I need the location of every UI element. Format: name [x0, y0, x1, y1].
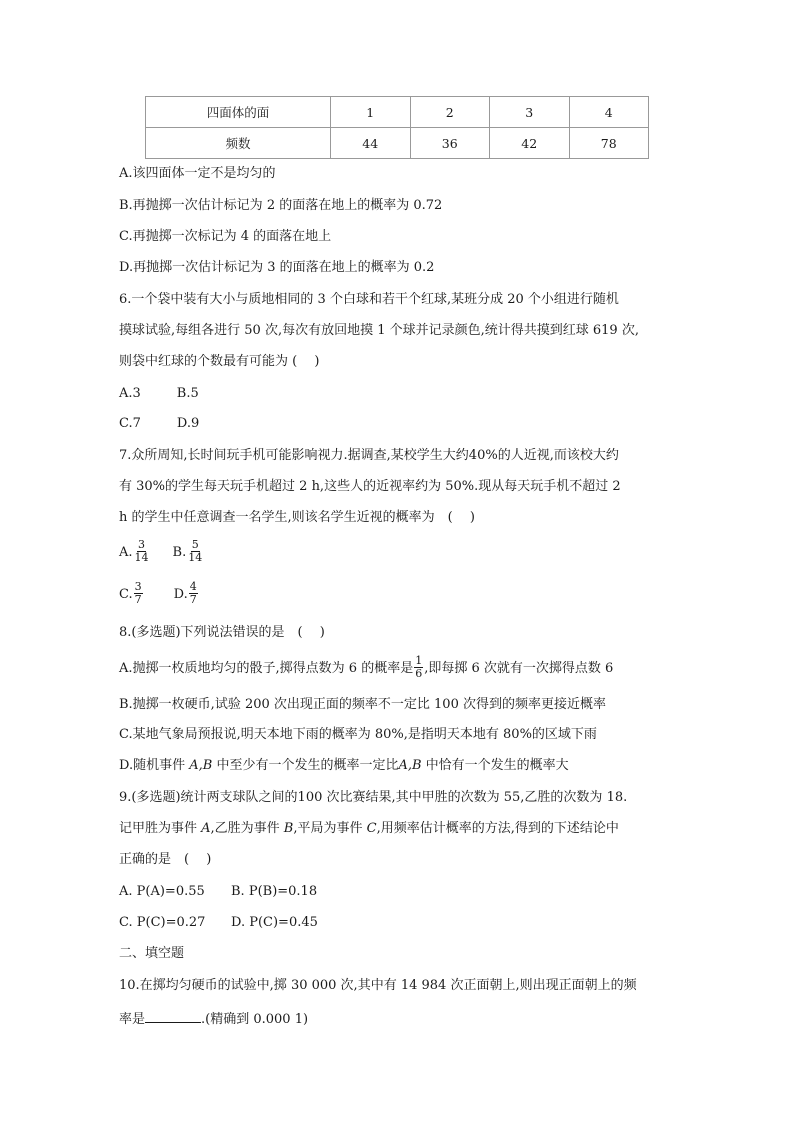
q6-option-b: B.5	[176, 386, 199, 401]
q9-options-row1	[119, 883, 317, 901]
numerator: 3	[134, 580, 142, 593]
q10-stem-line1: 10.在掷均匀硬币的试验中,掷 30 000 次,其中有 14 984 次正面朝上,则出现正面朝上的频	[119, 978, 637, 993]
q7-stem-line2: 有 30%的学生每天玩手机超过 2 h,这些人的近视率约为 50%.现从每天玩手机不超过 2	[119, 479, 621, 494]
fraction	[414, 655, 423, 680]
answer-blank[interactable]	[145, 1008, 201, 1023]
q7-options-row2	[119, 582, 199, 607]
stem-text: 记甲胜为事件	[119, 821, 202, 836]
q9-option-b: B. P(B)=0.18	[231, 884, 318, 899]
stem-text: ,平局为事件	[293, 821, 367, 836]
stem-text: 率是	[119, 1012, 146, 1027]
fraction	[134, 539, 150, 564]
section-heading: 二、填空题	[119, 946, 185, 961]
q5-option-d: D.再抛掷一次估计标记为 3 的面落在地上的概率为 0.2	[119, 260, 435, 275]
q9-option-d: D. P(C)=0.45	[231, 915, 318, 930]
denominator: 14	[188, 551, 203, 564]
q8-option-b: B.抛掷一枚硬币,试验 200 次出现正面的频率不一定比 100 次得到的频率更接近概率	[119, 697, 606, 712]
q9-option-a: A. P(A)=0.55	[119, 884, 205, 899]
variable: B	[283, 821, 294, 836]
q5-option-c: C.再抛掷一次标记为 4 的面落在地上	[119, 229, 332, 244]
table-cell: 频数	[146, 128, 331, 159]
q6-option-c: C.7	[119, 416, 141, 431]
q7-stem-line3: h 的学生中任意调查一名学生,则该名学生近视的概率为 ( )	[119, 510, 475, 525]
variable: A,B	[189, 758, 213, 773]
option-label: B.	[172, 545, 187, 560]
q10-stem-line2	[119, 1008, 308, 1029]
option-text: D.随机事件	[119, 758, 190, 773]
stem-text: ,用频率估计概率的方法,得到的下述结论中	[376, 821, 619, 836]
table-cell: 3	[490, 97, 570, 128]
q7-option-d	[173, 580, 199, 606]
denominator: 7	[189, 593, 197, 606]
table-cell: 四面体的面	[146, 97, 331, 128]
numerator: 4	[189, 580, 197, 593]
stem-text: ,乙胜为事件	[210, 821, 284, 836]
numerator: 3	[138, 538, 146, 551]
q9-stem-line3: 正确的是 ( )	[119, 852, 212, 867]
table-row	[146, 97, 649, 128]
option-text: 中至少有一个发生的概率一定比	[212, 758, 399, 773]
table-cell: 2	[410, 97, 490, 128]
q9-stem-line1: 9.(多选题)统计两支球队之间的100 次比赛结果,其中甲胜的次数为 55,乙胜的次数为 18.	[119, 790, 628, 805]
q7-option-c	[119, 580, 144, 606]
q8-option-c: C.某地气象局预报说,明天本地下雨的概率为 80%,是指明天本地有 80%的区域下雨	[119, 727, 597, 742]
q9-options-row2	[119, 914, 318, 932]
q7-option-a	[119, 538, 151, 564]
frequency-table	[145, 96, 649, 159]
variable: A	[201, 821, 211, 836]
table-cell: 78	[569, 128, 649, 159]
option-label: C.	[119, 587, 133, 602]
fraction	[134, 581, 143, 606]
option-text: ,即每掷 6 次就有一次掷得点数 6	[424, 661, 614, 676]
q6-option-d: D.9	[176, 416, 200, 431]
denominator: 6	[415, 667, 423, 680]
table-row	[146, 128, 649, 159]
option-label: A.	[119, 545, 133, 560]
option-text: 中恰有一个发生的概率大	[421, 758, 569, 773]
q5-option-a: A.该四面体一定不是均匀的	[119, 166, 276, 181]
q6-stem-line1: 6.一个袋中装有大小与质地相同的 3 个白球和若干个红球,某班分成 20 个小组进行随机	[119, 292, 619, 307]
numerator: 1	[415, 654, 423, 667]
denominator: 14	[134, 551, 149, 564]
fraction	[189, 581, 198, 606]
q9-stem-line2	[119, 820, 619, 838]
q8-stem: 8.(多选题)下列说法错误的是 ( )	[119, 625, 325, 640]
table-cell: 42	[490, 128, 570, 159]
q6-options-row2	[119, 415, 199, 433]
q8-option-a	[119, 656, 613, 681]
q6-stem-line3: 则袋中红球的个数最有可能为 ( )	[119, 354, 320, 369]
table-cell: 1	[331, 97, 411, 128]
q9-option-c: C. P(C)=0.27	[119, 915, 206, 930]
option-text: A.抛掷一枚质地均匀的骰子,掷得点数为 6 的概率是	[119, 661, 414, 676]
variable: A,B	[398, 758, 422, 773]
q7-options-row1	[119, 540, 204, 565]
q7-stem-line1: 7.众所周知,长时间玩手机可能影响视力.据调查,某校学生大约40%的人近视,而该校大约	[119, 448, 619, 463]
option-label: D.	[173, 587, 188, 602]
variable: C	[366, 821, 377, 836]
stem-text: .(精确到 0.000 1)	[201, 1012, 309, 1027]
q5-option-b: B.再抛掷一次估计标记为 2 的面落在地上的概率为 0.72	[119, 198, 443, 213]
table-cell: 44	[331, 128, 411, 159]
q6-option-a: A.3	[119, 386, 141, 401]
denominator: 7	[134, 593, 142, 606]
numerator: 5	[191, 538, 199, 551]
q7-option-b	[172, 538, 205, 564]
fraction	[187, 539, 203, 564]
table-cell: 36	[410, 128, 490, 159]
q6-stem-line2: 摸球试验,每组各进行 50 次,每次有放回地摸 1 个球并记录颜色,统计得共摸到红球 619 次,	[119, 323, 639, 338]
table-cell: 4	[569, 97, 649, 128]
q6-options-row1	[119, 385, 199, 403]
q8-option-d	[119, 757, 569, 775]
